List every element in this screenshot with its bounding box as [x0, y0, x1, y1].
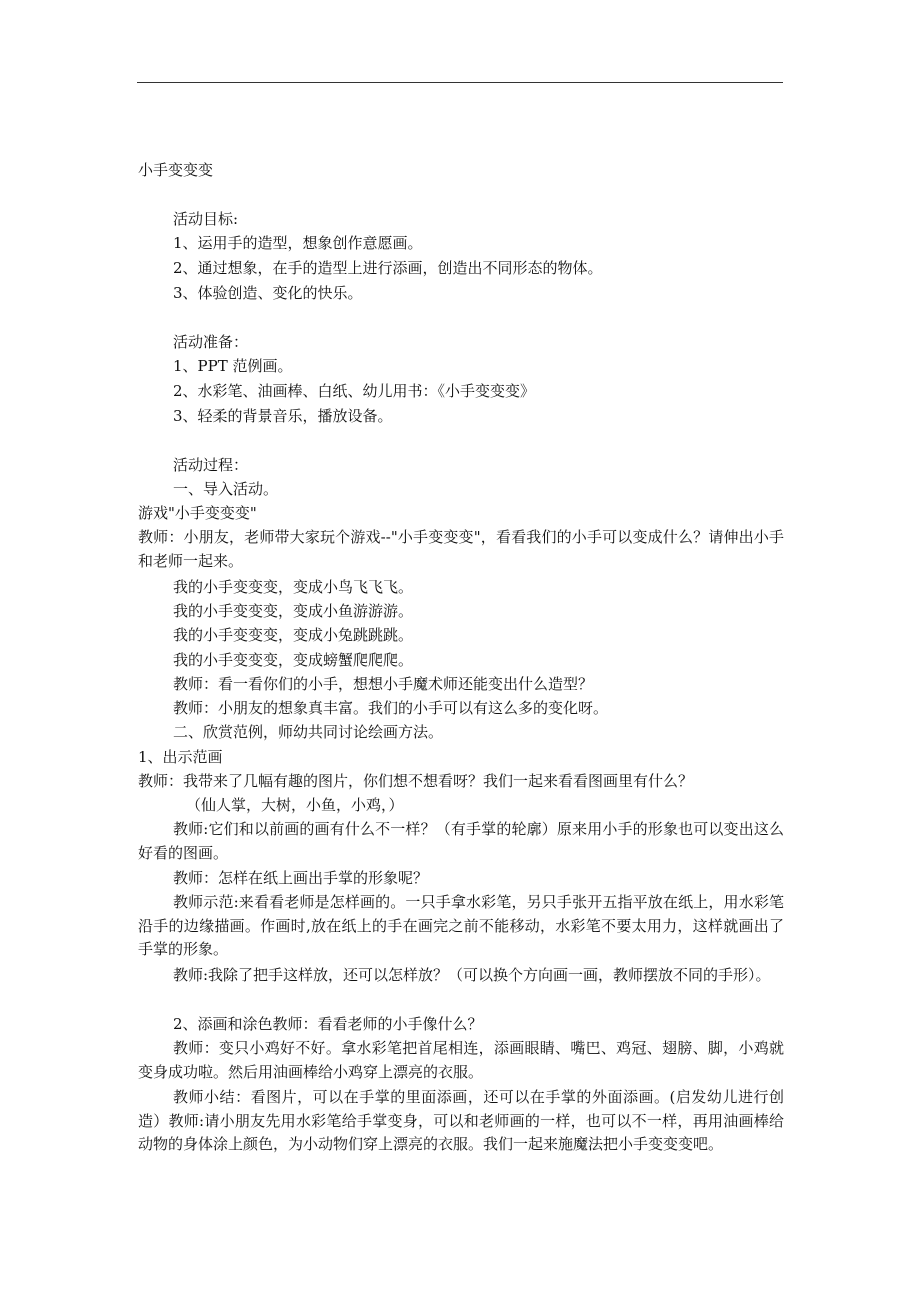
teacher-line: 教师:我除了把手这样放，还可以怎样放？（可以换个方向画一画，教师摆放不同的手形）。 [173, 966, 771, 984]
prep-item: 3、轻柔的背景音乐，播放设备。 [173, 407, 393, 425]
example-list: （仙人掌，大树，小鱼，小鸡，） [186, 796, 404, 814]
process-heading: 活动过程： [173, 456, 249, 474]
rhyme-line: 我的小手变变变，变成小鱼游游游。 [173, 602, 414, 620]
prep-item: 1、PPT 范例画。 [173, 357, 293, 375]
game-title: 游戏"小手变变变" [138, 504, 257, 522]
header-rule [137, 82, 783, 83]
teacher-line: 教师：变只小鸡好不好。拿水彩笔把首尾相连，添画眼睛、嘴巴、鸡冠、翅膀、脚，小鸡就变身成功啦。然后用油画棒给小鸡穿上漂亮的衣服。 [138, 1039, 784, 1081]
rhyme-line: 我的小手变变变，变成小鸟飞飞飞。 [173, 578, 414, 596]
teacher-line: 教师：小朋友的想象真丰富。我们的小手可以有这么多的变化呀。 [173, 699, 609, 717]
document-title: 小手变变变 [138, 161, 214, 179]
rhyme-line: 我的小手变变变，变成小兔跳跳跳。 [173, 626, 414, 644]
goals-heading: 活动目标: [173, 210, 239, 228]
rhyme-line: 我的小手变变变，变成螃蟹爬爬爬。 [173, 651, 414, 669]
goal-item: 2、通过想象，在手的造型上进行添画，创造出不同形态的物体。 [173, 259, 603, 277]
teacher-demo: 教师示范:来看看老师是怎样画的。一只手拿水彩笔，另只手张开五指平放在纸上，用水彩笔沿手的边缘描画。作画时,放在纸上的手在画完之前不能移动，水彩笔不要太用力，这样就画出了手掌的形象。 [138, 893, 784, 958]
teacher-summary: 教师小结：看图片，可以在手掌的里面添画，还可以在手掌的外面添画。(启发幼儿进行创造）教师:请小朋友先用水彩笔给手掌变身，可以和老师画的一样，也可以不一样，再用油画棒给动物的身体涂上颜色，为小动物们穿上漂亮的衣服。我们一起来施魔法把小手变变变吧。 [138, 1088, 784, 1153]
section-heading: 二、欣赏范例，师幼共同讨论绘画方法。 [173, 723, 444, 741]
goal-item: 1、运用手的造型，想象创作意愿画。 [173, 234, 423, 252]
prep-item: 2、水彩笔、油画棒、白纸、幼儿用书：《小手变变变》 [173, 382, 536, 400]
teacher-line: 教师：我带来了几幅有趣的图片，你们想不想看呀？我们一起来看看图画里有什么？ [138, 772, 694, 790]
goal-item: 3、体验创造、变化的快乐。 [173, 284, 363, 302]
teacher-line: 教师：看一看你们的小手，想想小手魔术师还能变出什么造型？ [173, 675, 594, 693]
section-heading: 一、导入活动。 [173, 480, 279, 498]
subsection-heading: 2、添画和涂色教师：看看老师的小手像什么？ [173, 1015, 483, 1033]
prep-heading: 活动准备： [173, 333, 249, 351]
subsection-heading: 1、出示范画 [138, 748, 223, 766]
teacher-line: 教师:它们和以前画的画有什么不一样？（有手掌的轮廓）原来用小手的形象也可以变出这么好看的图画。 [138, 820, 784, 862]
teacher-line: 教师：怎样在纸上画出手掌的形象呢？ [173, 869, 429, 887]
teacher-line: 教师：小朋友，老师带大家玩个游戏--"小手变变变"，看看我们的小手可以变成什么？请伸出小手和老师一起来。 [138, 528, 784, 570]
